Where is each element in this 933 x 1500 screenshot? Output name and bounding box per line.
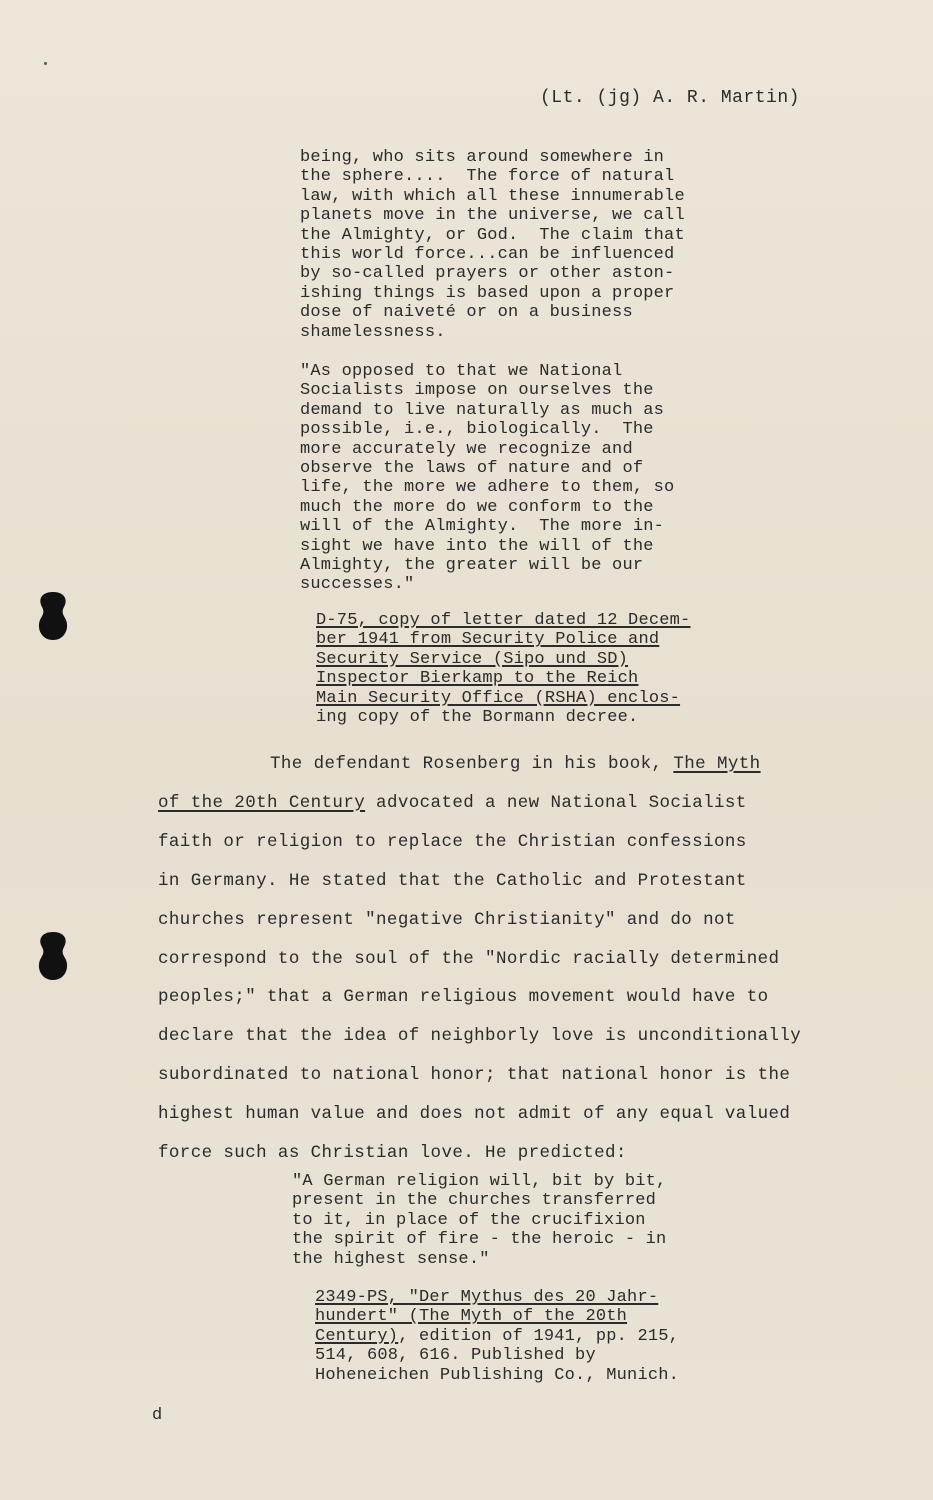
- quote3-line: to it, in place of the crucifixion: [292, 1210, 646, 1230]
- quote2-line: will of the Almighty. The more in-: [300, 517, 665, 537]
- quote-block-1: [300, 148, 685, 342]
- body-line: in Germany. He stated that the Catholic and Protestant: [158, 870, 747, 891]
- quote-block-3: [292, 1172, 666, 1269]
- citation-1-line: Inspector Bierkamp to the Reich: [316, 669, 639, 689]
- quote1-line: the Almighty, or God. The claim that: [300, 225, 685, 245]
- body-line: churches represent "negative Christianity" and do not: [158, 909, 736, 930]
- body-paragraph: [158, 745, 858, 1173]
- page-marker: d: [152, 1406, 163, 1425]
- body-line: subordinated to national honor; that national honor is the: [158, 1065, 791, 1086]
- quote2-line: more accurately we recognize and: [300, 439, 633, 459]
- citation-1-line: D-75, copy of letter dated 12 Decem-: [316, 611, 691, 630]
- quote1-line: planets move in the universe, we call: [300, 206, 685, 226]
- binder-hole-icon: [34, 590, 72, 642]
- quote1-line: the sphere.... The force of natural: [300, 167, 675, 187]
- ink-speck: [44, 62, 47, 65]
- quote1-line: by so-called prayers or other aston-: [300, 264, 675, 284]
- quote2-line: successes.": [300, 575, 415, 595]
- quote2-line: Socialists impose on ourselves the: [300, 381, 654, 401]
- quote2-line: sight we have into the will of the: [300, 536, 654, 556]
- quote1-line: being, who sits around somewhere in: [300, 148, 665, 167]
- body-line: faith or religion to replace the Christian confessions: [158, 831, 747, 852]
- body-line-1: The defendant Rosenberg in his book, The Myth: [270, 754, 761, 774]
- quote3-line: the highest sense.": [292, 1249, 490, 1269]
- quote1-line: shamelessness.: [300, 322, 446, 342]
- quote3-line: the spirit of fire - the heroic - in: [292, 1230, 667, 1250]
- citation-1-line: Main Security Office (RSHA) enclos-: [316, 688, 681, 708]
- citation-2-line-3: Century), edition of 1941, pp. 215,: [315, 1326, 680, 1346]
- quote-block-2: [300, 362, 674, 595]
- body-line: peoples;" that a German religious movement would have to: [158, 987, 769, 1008]
- citation-2-line-2: hundert" (The Myth of the 20th: [315, 1307, 628, 1327]
- citation-2: [315, 1288, 679, 1385]
- quote2-line: Almighty, the greater will be our: [300, 556, 644, 576]
- binder-hole-icon: [34, 930, 72, 982]
- quote1-line: law, with which all these innumerable: [300, 186, 685, 206]
- body-line: force such as Christian love. He predicted:: [158, 1143, 627, 1164]
- quote1-line: this world force...can be influenced: [300, 245, 675, 265]
- quote1-line: ishing things is based upon a proper: [300, 283, 675, 303]
- citation-1-line: Security Service (Sipo und SD): [316, 649, 629, 669]
- quote2-line: observe the laws of nature and of: [300, 459, 644, 479]
- body-line: highest human value and does not admit of any equal valued: [158, 1104, 791, 1125]
- quote2-line: much the more do we conform to the: [300, 497, 654, 517]
- quote3-line: "A German religion will, bit by bit,: [292, 1172, 667, 1191]
- quote1-line: dose of naiveté or on a business: [300, 303, 633, 323]
- quote2-line: "As opposed to that we National: [300, 362, 623, 381]
- page-header: (Lt. (jg) A. R. Martin): [540, 88, 800, 108]
- book-title-part-2: of the 20th Century: [158, 792, 366, 813]
- quote2-line: possible, i.e., biologically. The: [300, 420, 654, 440]
- citation-1-line: ber 1941 from Security Police and: [316, 630, 660, 650]
- citation-2-line-4: 514, 608, 616. Published by: [315, 1346, 596, 1366]
- body-line: correspond to the soul of the "Nordic racially determined: [158, 948, 780, 969]
- citation-2-line-5: Hoheneichen Publishing Co., Munich.: [315, 1365, 680, 1385]
- body-line: declare that the idea of neighborly love is unconditionally: [158, 1026, 802, 1047]
- citation-1: [316, 611, 690, 727]
- book-title-part-1: The Myth: [673, 754, 761, 774]
- body-line-2: of the 20th Century advocated a new National Socialist: [158, 792, 747, 813]
- quote3-line: present in the churches transferred: [292, 1191, 657, 1211]
- citation-1-line: ing copy of the Bormann decree.: [316, 708, 639, 728]
- quote2-line: demand to live naturally as much as: [300, 400, 665, 420]
- citation-2-line-1: 2349-PS, "Der Mythus des 20 Jahr-: [315, 1288, 659, 1307]
- quote2-line: life, the more we adhere to them, so: [300, 478, 675, 498]
